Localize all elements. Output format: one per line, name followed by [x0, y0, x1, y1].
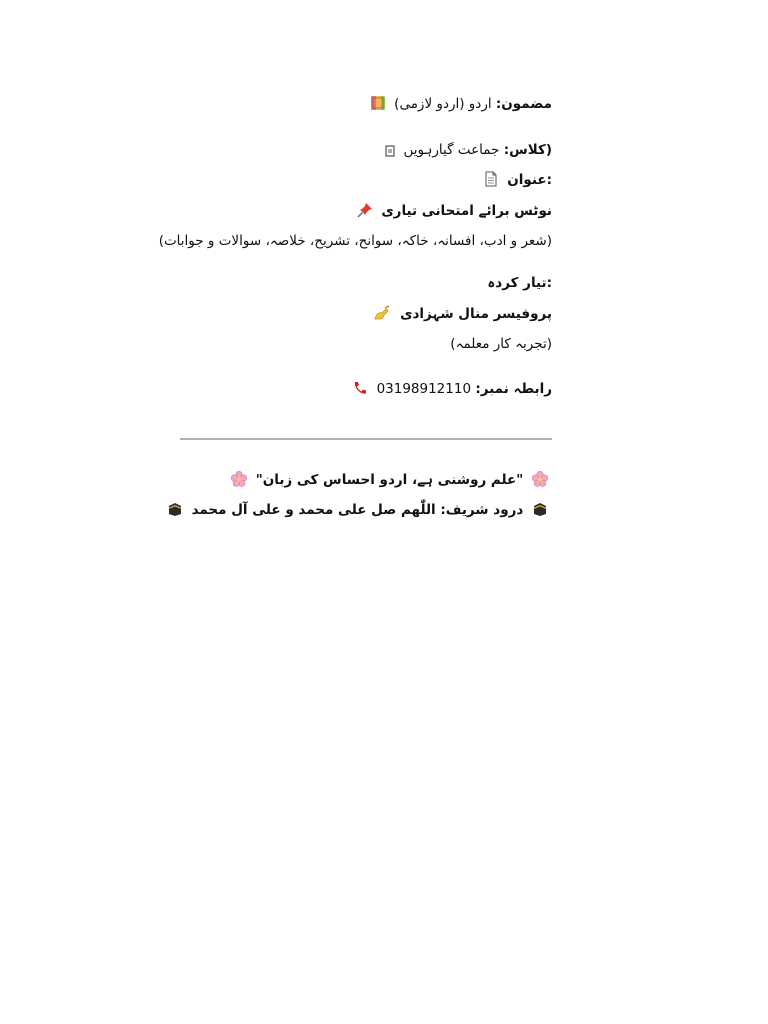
author-note: (تجربہ کار معلمہ): [450, 336, 552, 352]
flower-icon: [231, 471, 247, 487]
class-line: [381, 140, 552, 160]
subject-value: اردو (اردو لازمی): [394, 96, 492, 112]
pushpin-icon: [357, 202, 373, 218]
durood-line: [163, 500, 552, 520]
topics-text: (شعر و ادب، افسانہ، خاکہ، سوانح، تشریح، خلاصہ، سوالات و جوابات): [158, 233, 552, 249]
author-line: [369, 304, 552, 324]
class-value: جماعت گیارہویں: [403, 142, 500, 158]
telephone-icon: [352, 380, 368, 396]
contact-number: 03198912110: [376, 381, 472, 397]
quote-line: [227, 470, 552, 490]
author-name: پروفیسر منال شہزادی: [400, 306, 552, 322]
flower-icon: [532, 471, 548, 487]
book-icon: [370, 95, 386, 111]
box-icon: [385, 145, 395, 157]
kaaba-icon: [167, 501, 183, 517]
prepared-by-label: :تیار کردہ: [487, 275, 552, 291]
title-label: :عنوان: [507, 172, 552, 188]
contact-label: رابطہ نمبر:: [475, 381, 552, 397]
notes-heading: [353, 201, 552, 221]
subject-line: [366, 94, 552, 114]
title-line: [479, 170, 552, 190]
durood-text: درود شریف: اللّٰھم صل علی محمد و علی آل محمد: [191, 502, 524, 518]
divider: [180, 438, 552, 440]
writing-hand-icon: [373, 305, 391, 321]
subject-label: مضمون:: [495, 96, 552, 112]
quote-text: "علم روشنی ہے، اردو احساس کی زبان": [255, 472, 524, 488]
contact-line: [348, 379, 552, 399]
kaaba-icon: [532, 501, 548, 517]
class-label: (کلاس:: [503, 142, 552, 158]
notes-label: نوٹس برائے امتحانی تیاری: [381, 203, 552, 219]
page-icon: [483, 171, 499, 187]
